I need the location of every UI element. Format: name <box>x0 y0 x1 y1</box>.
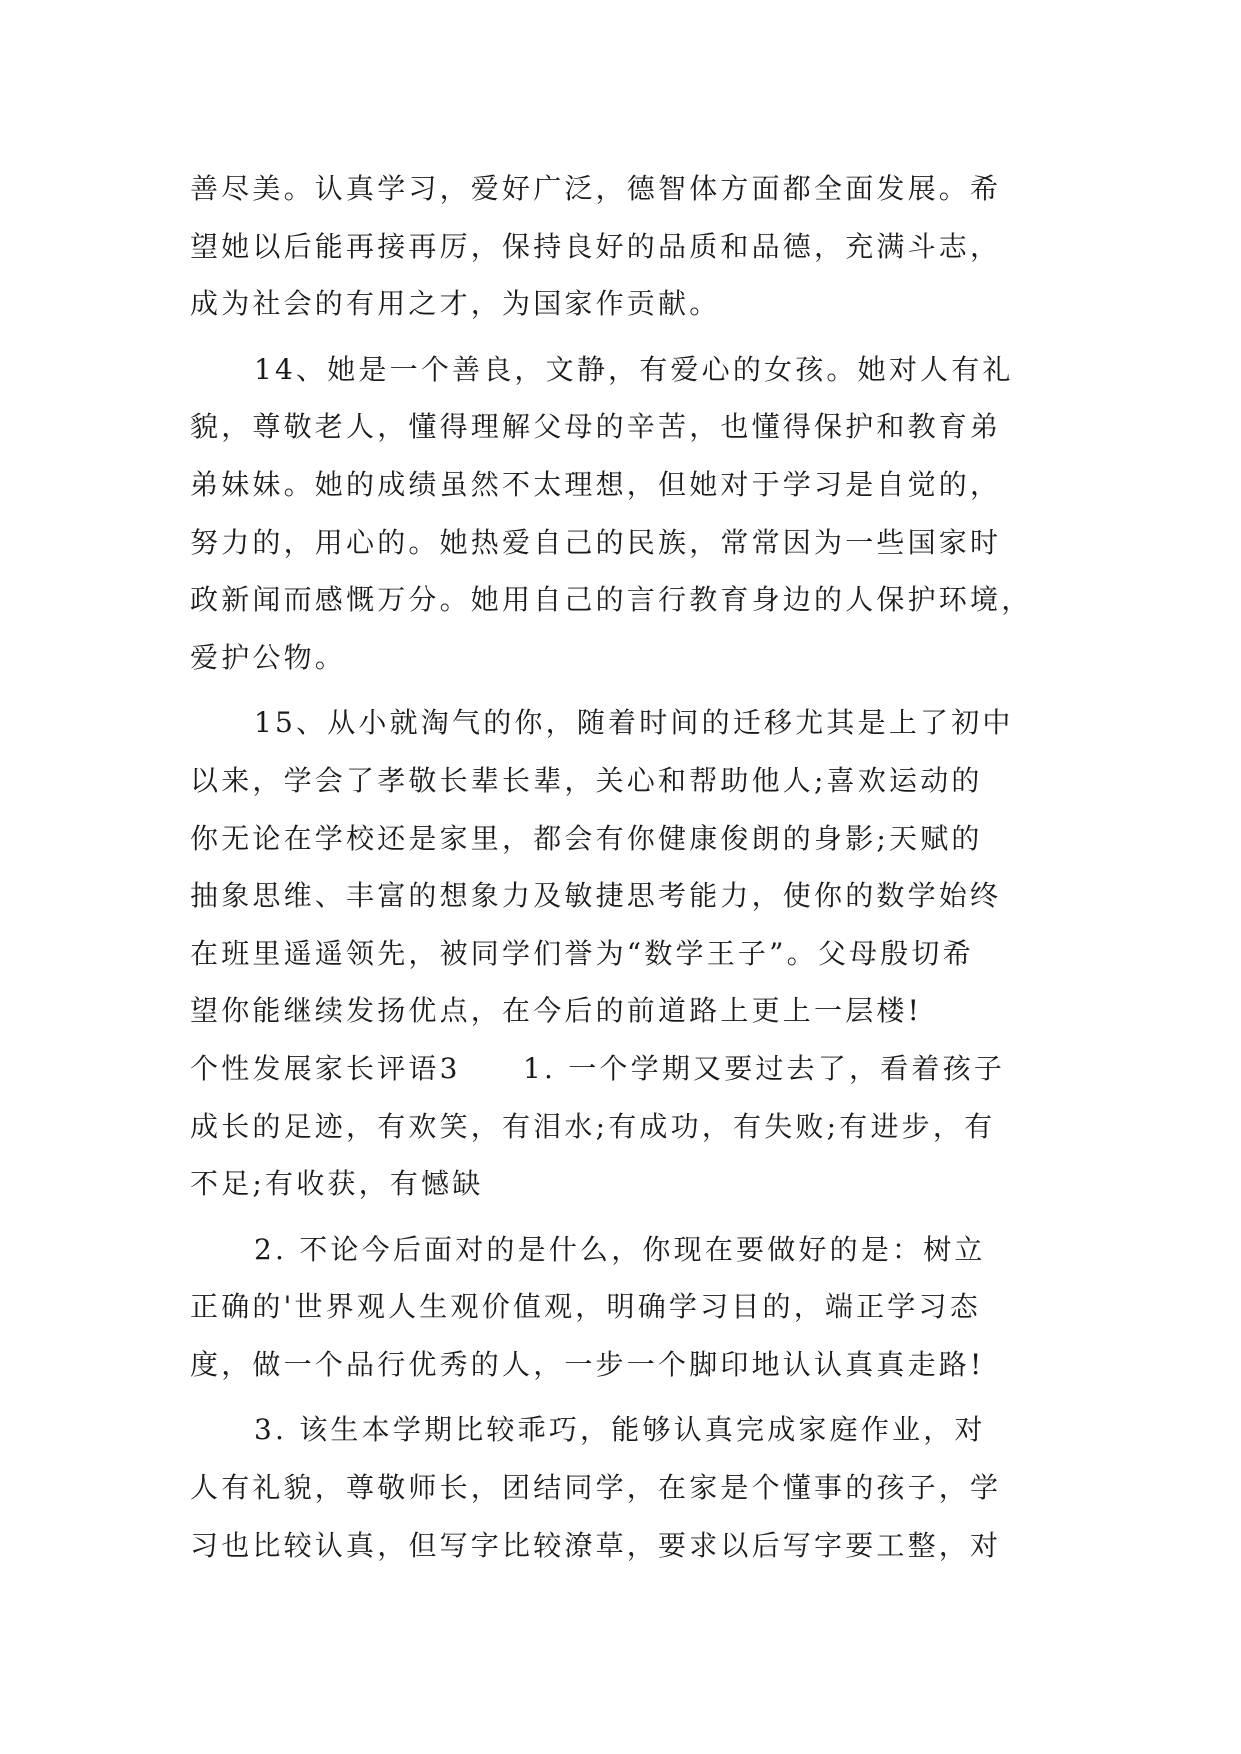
text-line: 度，做一个品行优秀的人，一步一个脚印地认认真真走路! <box>190 1347 985 1381</box>
text-line: 不足;有收获，有憾缺 <box>190 1167 484 1201</box>
paragraph-start-line: 3. 该生本学期比较乖巧，能够认真完成家庭作业，对 <box>254 1413 986 1447</box>
text-line: 成为社会的有用之才，为国家作贡献。 <box>190 287 721 321</box>
document-page <box>190 160 1052 1574</box>
paragraph-start-line: 14、她是一个善良，文静，有爱心的女孩。她对人有礼 <box>254 352 1014 386</box>
text-line: 政新闻而感慨万分。她用自己的言行教育身边的人保护环境， <box>190 583 1033 617</box>
text-line: 成长的足迹，有欢笑，有泪水;有成功，有失败;有进步，有 <box>190 1109 996 1143</box>
text-line: 努力的，用心的。她热爱自己的民族，常常因为一些国家时 <box>190 525 1002 559</box>
text-line: 你无论在学校还是家里，都会有你健康俊朗的身影;天赋的 <box>190 821 983 855</box>
paragraph-start-line: 2. 不论今后面对的是什么，你现在要做好的是：树立 <box>254 1232 986 1266</box>
text-line: 貌，尊敬老人，懂得理解父母的辛苦，也懂得保护和教育弟 <box>190 410 1002 444</box>
text-line: 弟妹妹。她的成绩虽然不太理想，但她对于学习是自觉的， <box>190 467 1002 501</box>
text-line: 在班里遥遥领先，被同学们誉为“数学王子”。父母殷切希 <box>190 936 974 970</box>
text-line: 以来，学会了孝敬长辈长辈，关心和帮助他人;喜欢运动的 <box>190 763 983 797</box>
section-heading-line: 个性发展家长评语3 1. 一个学期又要过去了，看着孩子 <box>190 1051 1006 1085</box>
text-line: 人有礼貌，尊敬师长，团结同学，在家是个懂事的孩子，学 <box>190 1471 1002 1505</box>
text-line: 爱护公物。 <box>190 640 347 674</box>
text-line: 望你能继续发扬优点，在今后的前道路上更上一层楼! <box>190 994 923 1028</box>
text-line: 望她以后能再接再厉，保持良好的品质和品德，充满斗志， <box>190 229 1002 263</box>
text-line: 正确的'世界观人生观价值观，明确学习目的，端正学习态 <box>190 1290 981 1324</box>
text-line: 习也比较认真，但写字比较潦草，要求以后写字要工整，对 <box>190 1528 1002 1562</box>
paragraph-start-line: 15、从小就淘气的你，随着时间的迁移尤其是上了初中 <box>254 706 1014 740</box>
text-line: 抽象思维、丰富的想象力及敏捷思考能力，使你的数学始终 <box>190 879 1002 913</box>
text-line: 善尽美。认真学习，爱好广泛，德智体方面都全面发展。希 <box>190 172 1002 205</box>
